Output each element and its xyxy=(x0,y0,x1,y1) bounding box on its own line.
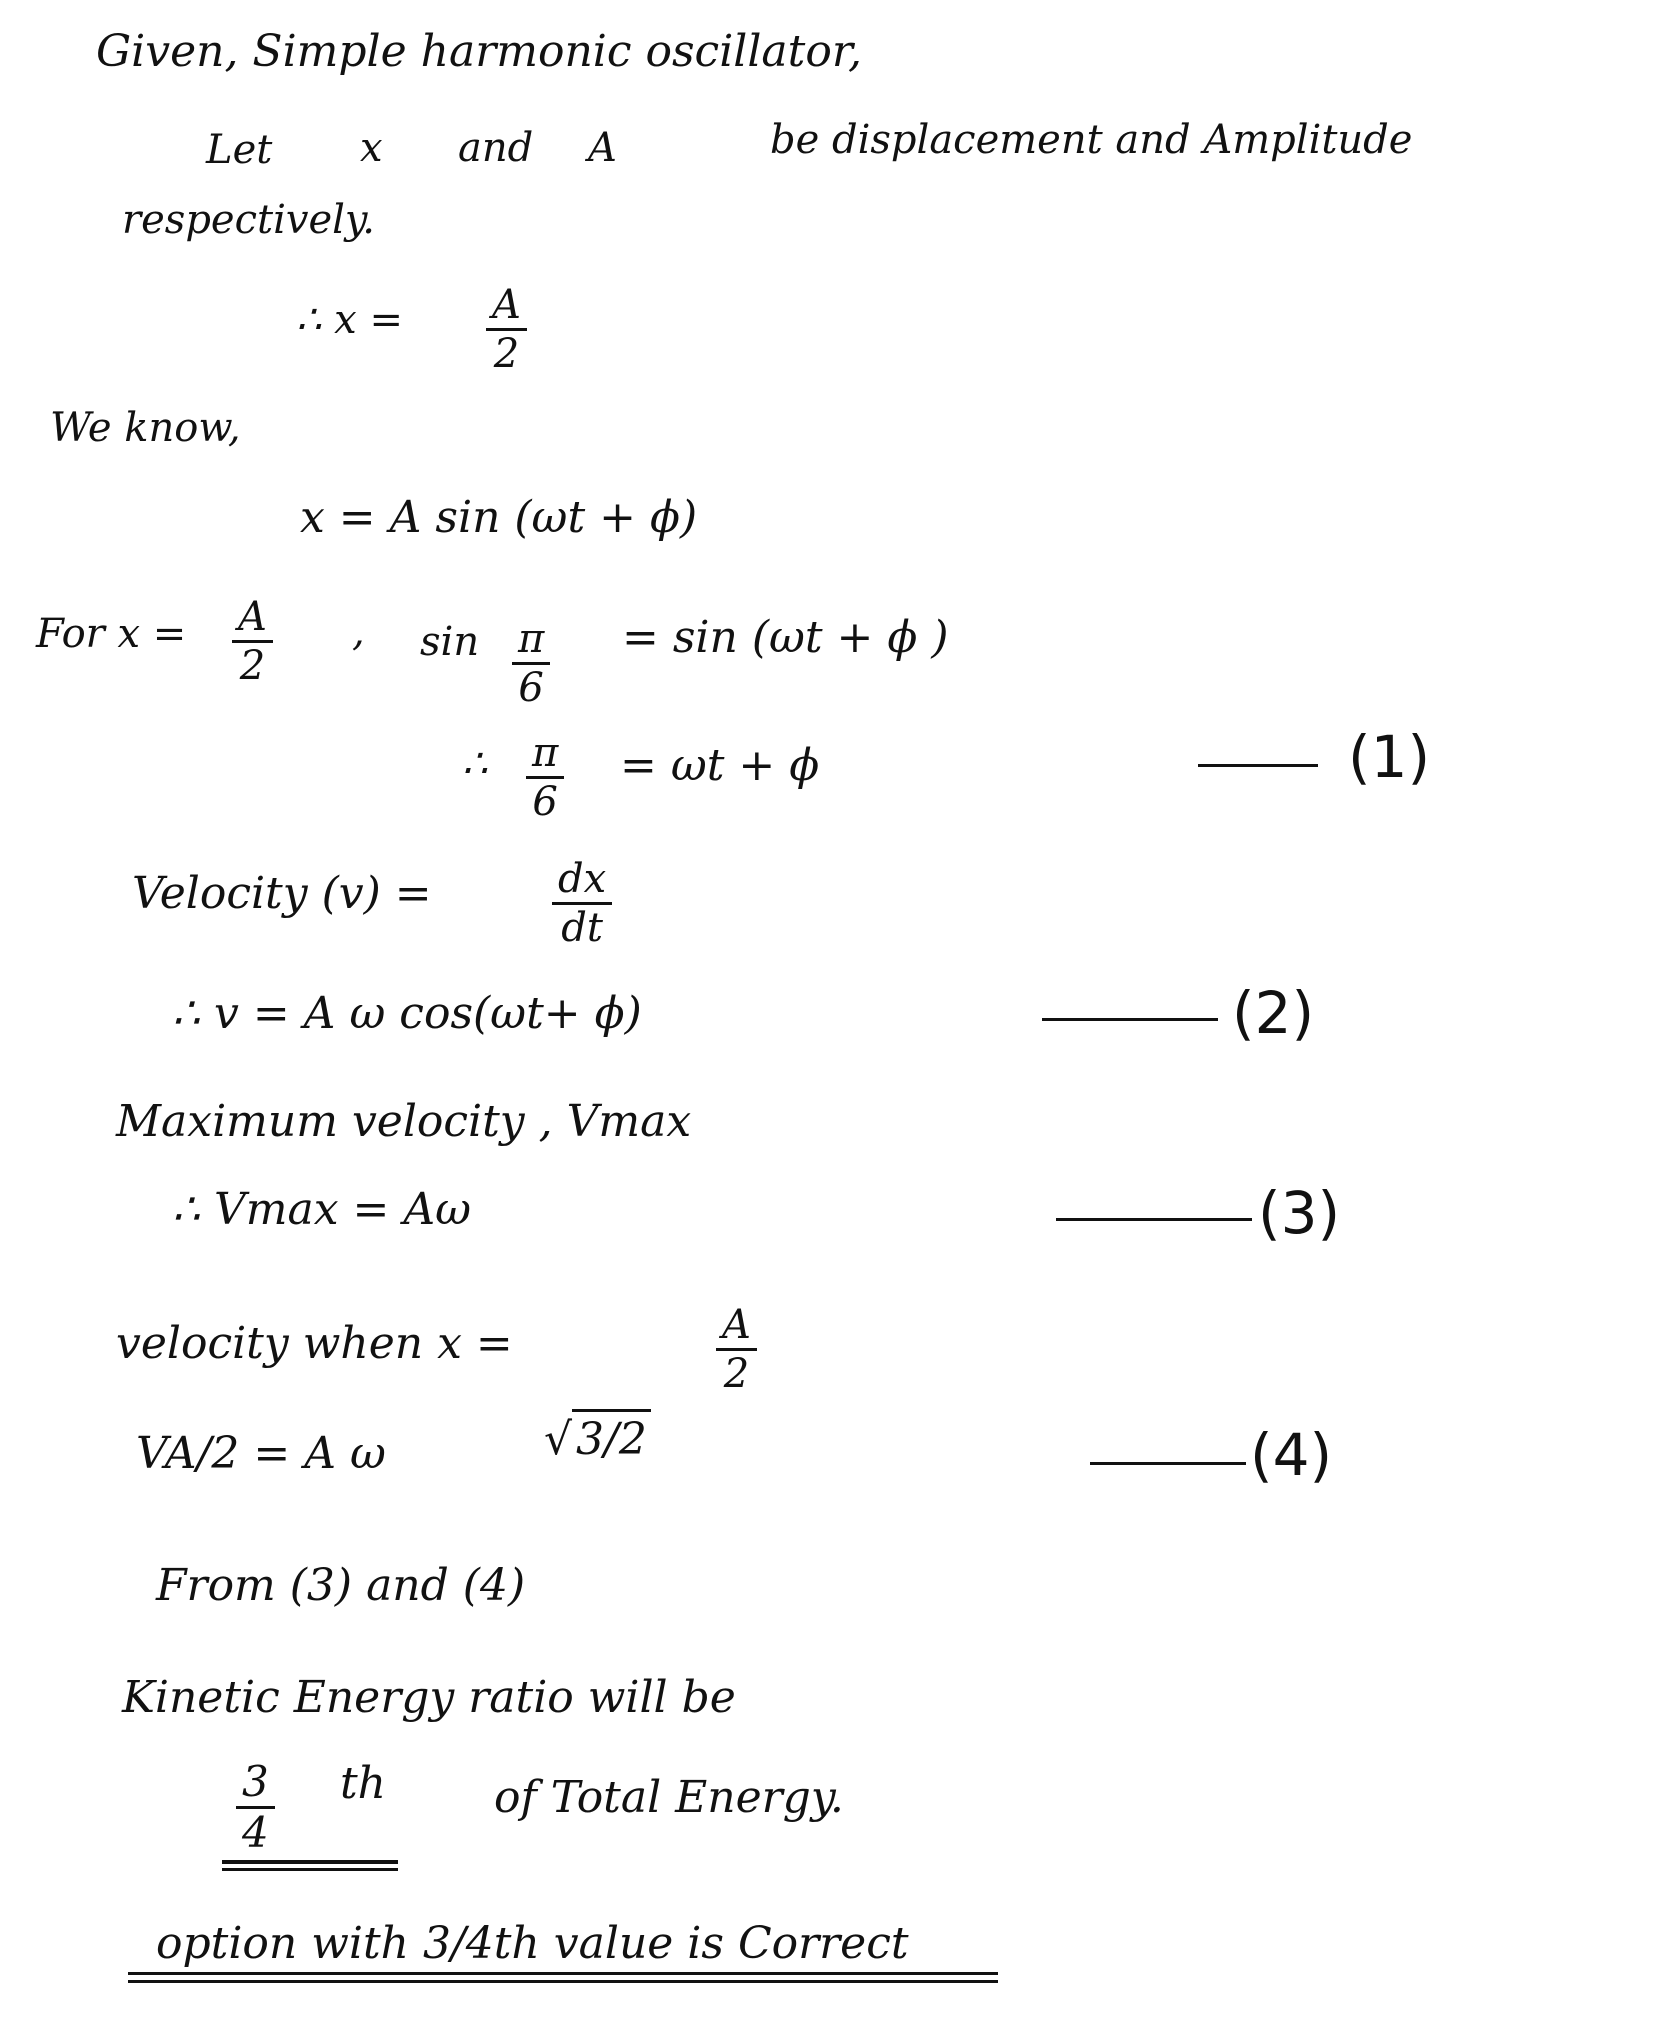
eq4-radicand: 3/2 xyxy=(572,1409,651,1465)
final-underline-2 xyxy=(128,1980,998,1983)
eq1-rhs: = ωt + ϕ xyxy=(620,740,820,791)
eq4-tag: (4) xyxy=(1250,1421,1333,1489)
intro-line-1: Given, Simple harmonic oscillator, xyxy=(96,26,863,77)
ke-fraction-num: 3 xyxy=(236,1760,275,1809)
intro-x: x xyxy=(360,125,383,171)
step1-num: A xyxy=(486,284,527,331)
velocity-def-num: dx xyxy=(552,858,612,905)
eq3-expression: ∴ Vmax = Aω xyxy=(172,1184,472,1235)
velocity-when-den: 2 xyxy=(723,1351,750,1397)
velocity-def-den: dt xyxy=(561,905,603,951)
max-velocity-label: Maximum velocity , Vmax xyxy=(116,1096,692,1147)
intro-A: A xyxy=(588,125,617,171)
eq1-fraction xyxy=(526,732,564,823)
eq2-leader xyxy=(1042,1018,1218,1021)
sqrt-icon: √ xyxy=(544,1414,573,1465)
velocity-when-label: velocity when x = xyxy=(116,1318,513,1369)
ke-fraction-th: th xyxy=(340,1758,387,1809)
final-underline-1 xyxy=(128,1972,998,1975)
ke-underline-1 xyxy=(222,1860,398,1864)
velocity-def-fraction xyxy=(552,858,612,949)
step1-den: 2 xyxy=(493,331,520,377)
eq4-leader xyxy=(1090,1462,1246,1465)
step1-fraction xyxy=(486,284,527,375)
ke-fraction xyxy=(236,1757,275,1858)
eq1-leader xyxy=(1198,764,1318,767)
we-know-equation: x = A sin (ωt + ϕ) xyxy=(300,492,698,543)
for-x-den: 2 xyxy=(239,643,266,689)
ke-underline-2 xyxy=(222,1868,398,1871)
eq3-tag: (3) xyxy=(1258,1179,1341,1247)
of-total-energy: of Total Energy. xyxy=(494,1772,844,1823)
eq3-leader xyxy=(1056,1218,1252,1221)
for-x-prefix: For x = xyxy=(36,611,187,657)
for-x-fraction xyxy=(232,596,273,687)
for-x-sin-den: 6 xyxy=(518,665,544,711)
for-x-num: A xyxy=(232,596,273,643)
eq4-lhs: VA/2 = A ω xyxy=(136,1428,386,1479)
for-x-sin-num: π xyxy=(512,618,550,665)
we-know-label: We know, xyxy=(50,405,241,451)
intro-line-3: respectively. xyxy=(122,197,375,243)
eq1-den: 6 xyxy=(532,779,558,825)
final-answer: option with 3/4th value is Correct xyxy=(156,1918,909,1969)
eq1-num: π xyxy=(526,732,564,779)
velocity-def-label: Velocity (v) = xyxy=(132,868,432,919)
intro-rest: be displacement and Amplitude xyxy=(770,117,1413,163)
step1-lhs: ∴ x = xyxy=(296,297,403,343)
for-x-rhs: = sin (ωt + ϕ ) xyxy=(622,612,949,663)
eq1-tag: (1) xyxy=(1348,723,1431,791)
ke-ratio-line: Kinetic Energy ratio will be xyxy=(122,1672,736,1723)
ke-fraction-den: 4 xyxy=(242,1808,269,1858)
for-x-comma: , xyxy=(352,609,365,655)
eq1-therefore: ∴ xyxy=(462,741,488,787)
from-line: From (3) and (4) xyxy=(156,1560,526,1611)
for-x-sin: sin xyxy=(420,619,480,665)
intro-let: Let xyxy=(206,127,273,173)
velocity-when-fraction xyxy=(716,1304,757,1395)
velocity-when-num: A xyxy=(716,1304,757,1351)
for-x-sin-fraction xyxy=(512,618,550,709)
eq2-tag: (2) xyxy=(1232,979,1315,1047)
intro-and: and xyxy=(458,125,534,171)
eq2-expression: ∴ v = A ω cos(ωt+ ϕ) xyxy=(172,988,642,1039)
eq4-sqrt xyxy=(544,1414,651,1465)
